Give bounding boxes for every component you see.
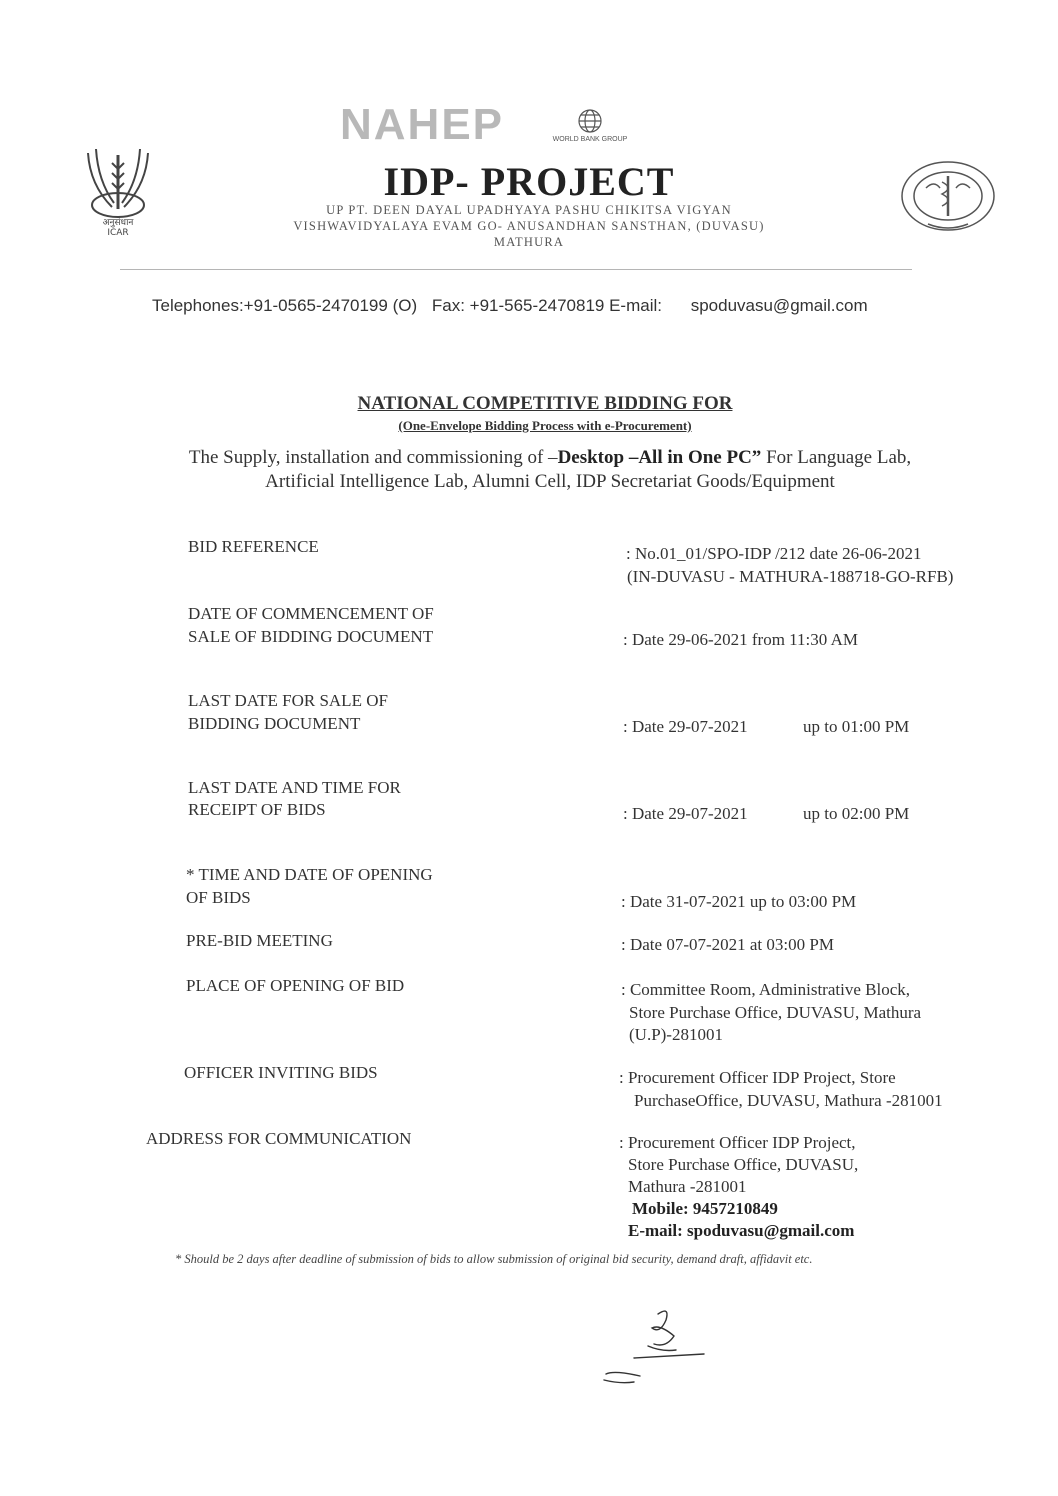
bid-reference-label: BID REFERENCE — [188, 537, 319, 556]
university-line-2: VISHWAVIDYALAYA EVAM GO- ANUSANDHAN SANSTHAN, (DUVASU) — [293, 219, 765, 233]
commencement-value: : Date 29-06-2021 from 11:30 AM — [623, 630, 858, 649]
bid-reference-value-1: : No.01_01/SPO-IDP /212 date 26-06-2021 — [626, 544, 922, 563]
university-line-1: UP PT. DEEN DAYAL UPADHYAYA PASHU CHIKITSA VIGYAN — [326, 203, 732, 217]
address-email — [628, 1220, 854, 1242]
receipt-label-2: RECEIPT OF BIDS — [188, 800, 326, 819]
address-email-text: E-mail: spoduvasu@gmail.com — [628, 1221, 855, 1240]
world-bank-text: WORLD BANK GROUP — [552, 136, 628, 143]
duvasu-seal — [898, 158, 998, 238]
bidding-subheading: (One-Envelope Bidding Process with e-Procurement) — [398, 418, 692, 433]
intro-pre: The Supply, installation and commissioning of – — [188, 447, 558, 468]
last-sale-date: : Date 29-07-2021 — [623, 717, 748, 736]
place-label: PLACE OF OPENING OF BID — [186, 976, 405, 995]
receipt-time: up to 02:00 PM — [803, 804, 910, 823]
svg-text:ICAR: ICAR — [107, 228, 129, 237]
place-value-3: (U.P)-281001 — [629, 1025, 723, 1044]
opening-label-2: OF BIDS — [186, 888, 251, 907]
contact-line — [152, 296, 868, 316]
officer-value-2: PurchaseOffice, DUVASU, Mathura -281001 — [634, 1091, 943, 1110]
opening-label-1: * TIME AND DATE OF OPENING — [186, 865, 433, 884]
last-sale-label-1: LAST DATE FOR SALE OF — [188, 691, 388, 710]
nahep-logo: NAHEP — [340, 100, 505, 149]
world-bank-logo — [540, 108, 640, 143]
officer-label: OFFICER INVITING BIDS — [184, 1063, 378, 1082]
place-value-1: : Committee Room, Administrative Block, — [621, 980, 910, 999]
header-divider — [120, 269, 912, 270]
intro-post: For Language Lab, — [761, 447, 912, 468]
telephone-text: Telephones:+91-0565-2470199 (O) — [152, 296, 418, 315]
signature — [600, 1300, 720, 1390]
last-sale-time: up to 01:00 PM — [803, 717, 910, 736]
address-value-2: Store Purchase Office, DUVASU, — [628, 1155, 859, 1174]
bidding-heading: NATIONAL COMPETITIVE BIDDING FOR — [357, 393, 733, 414]
fax-text: Fax: +91-565-2470819 E-mail: — [431, 296, 662, 315]
opening-value: : Date 31-07-2021 up to 03:00 PM — [621, 892, 857, 911]
prebid-label: PRE-BID MEETING — [186, 931, 333, 950]
receipt-date: : Date 29-07-2021 — [623, 804, 748, 823]
place-value-2: Store Purchase Office, DUVASU, Mathura — [629, 1003, 922, 1022]
globe-icon — [576, 108, 604, 134]
receipt-label-1: LAST DATE AND TIME FOR — [188, 778, 401, 797]
footnote: * Should be 2 days after deadline of submission of bids to allow submission of original bid security, demand draft, affidavit etc. — [175, 1252, 813, 1266]
officer-value-1: : Procurement Officer IDP Project, Store — [619, 1068, 896, 1087]
address-label: ADDRESS FOR COMMUNICATION — [146, 1129, 412, 1148]
commencement-label-2: SALE OF BIDDING DOCUMENT — [188, 627, 434, 646]
university-line-3: MATHURA — [493, 235, 565, 249]
intro-line-2: Artificial Intelligence Lab, Alumni Cell, IDP Secretariat Goods/Equipment — [265, 471, 835, 492]
address-value-1: : Procurement Officer IDP Project, — [619, 1133, 856, 1152]
address-mobile-text: Mobile: 9457210849 — [632, 1199, 778, 1218]
contact-email: spoduvasu@gmail.com — [690, 296, 868, 315]
page-title: IDP- PROJECT — [383, 159, 675, 204]
intro-bold: Desktop –All in One PC” — [557, 447, 762, 468]
address-mobile — [632, 1198, 778, 1220]
prebid-value: : Date 07-07-2021 at 03:00 PM — [621, 935, 834, 954]
commencement-label-1: DATE OF COMMENCEMENT OF — [188, 604, 434, 623]
intro-line-1 — [0, 447, 1058, 469]
bid-reference-value-2: (IN-DUVASU - MATHURA-188718-GO-RFB) — [627, 567, 954, 586]
svg-text:अनुसंधान: अनुसंधान — [102, 218, 134, 228]
address-value-3: Mathura -281001 — [628, 1177, 747, 1196]
last-sale-label-2: BIDDING DOCUMENT — [188, 714, 361, 733]
